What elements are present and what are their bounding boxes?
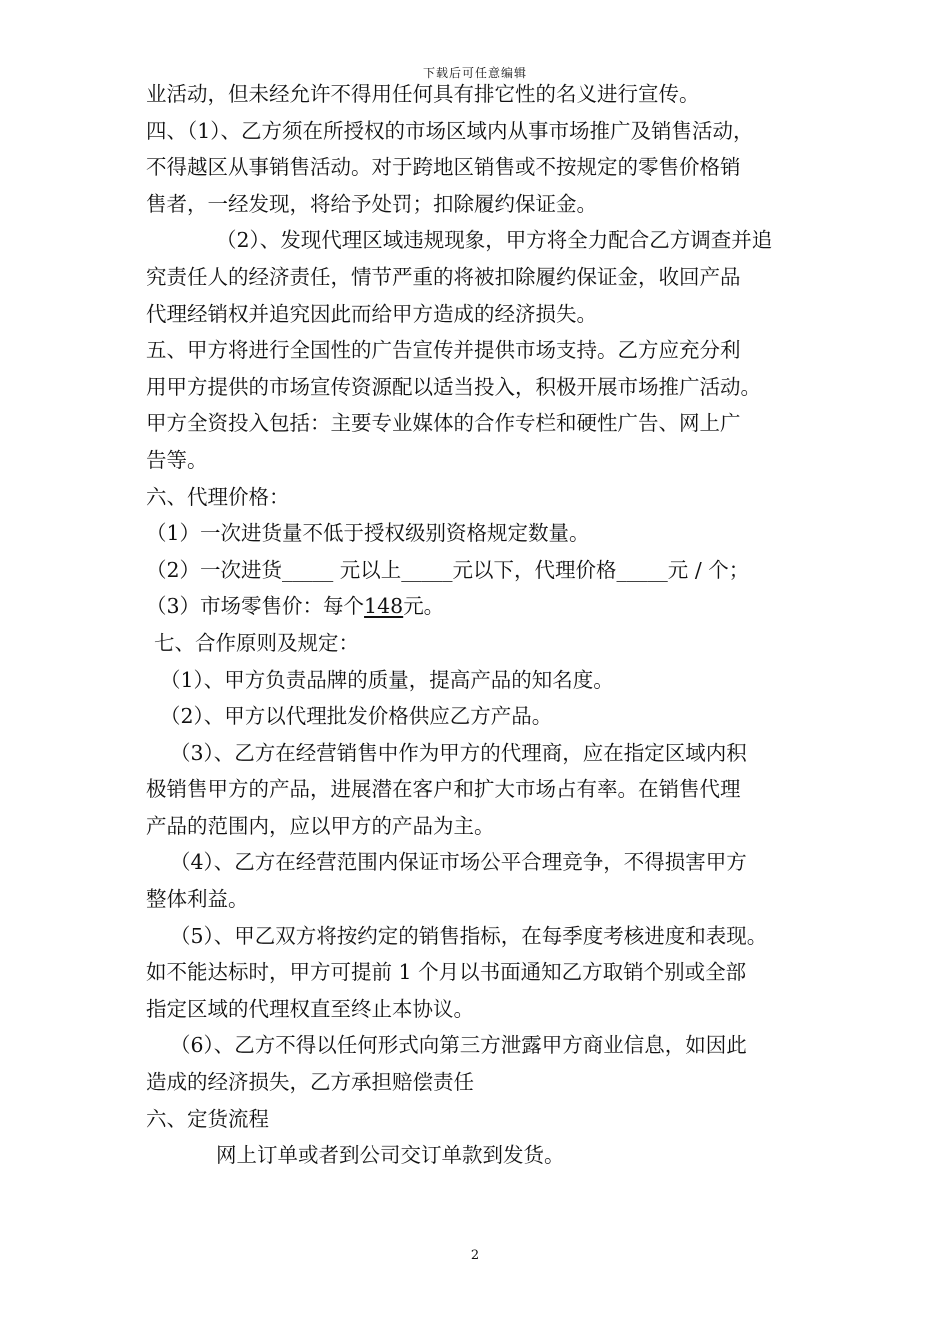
text-line: （1）、甲方负责品牌的质量，提高产品的知名度。 — [160, 667, 614, 692]
text-line: 究责任人的经济责任，情节严重的将被扣除履约保证金，收回产品 — [146, 264, 741, 289]
text-line: 甲方全资投入包括：主要专业媒体的合作专栏和硬性广告、网上广 — [146, 411, 741, 436]
text-line: 如不能达标时，甲方可提前 1 个月以书面通知乙方取销个别或全部 — [146, 960, 747, 985]
text-line: 不得越区从事销售活动。对于跨地区销售或不按规定的零售价格销 — [146, 155, 741, 180]
text-line: 售者，一经发现，将给予处罚；扣除履约保证金。 — [146, 191, 597, 216]
text-line: 业活动，但未经允许不得用任何具有排它性的名义进行宣传。 — [146, 82, 700, 106]
document-body — [146, 76, 826, 1174]
text-line: 产品的范围内，应以甲方的产品为主。 — [146, 813, 495, 838]
page-header: 下载后可任意编辑 — [422, 66, 527, 80]
text-line: （2）、甲方以代理批发价格供应乙方产品。 — [160, 704, 553, 729]
text-line: （2）、发现代理区域违规现象，甲方将全力配合乙方调查并追 — [216, 228, 773, 253]
text-line: 极销售甲方的产品，进展潜在客户和扩大市场占有率。在销售代理 — [146, 777, 741, 802]
retail-price-line — [146, 588, 826, 625]
text-line: 告等。 — [146, 447, 208, 472]
section-heading: 六、代理价格： — [146, 484, 290, 509]
section-heading: 六、定货流程 — [146, 1106, 269, 1131]
text-line: （4）、乙方在经营范围内保证市场公平合理竞争，不得损害甲方 — [170, 850, 747, 875]
text-line: 造成的经济损失，乙方承担赔偿责任 — [146, 1070, 474, 1095]
page-number: 2 — [470, 1248, 480, 1263]
text-line: 网上订单或者到公司交订单款到发货。 — [216, 1143, 565, 1168]
retail-price-value: 148 — [364, 594, 404, 619]
text-line: （5）、甲乙双方将按约定的销售指标，在每季度考核进度和表现。 — [170, 923, 768, 948]
text-line: 五、甲方将进行全国性的广告宣传并提供市场支持。乙方应充分利 — [146, 338, 741, 363]
text-line: （3）、乙方在经营销售中作为甲方的代理商，应在指定区域内积 — [170, 740, 747, 765]
text-line: 整体利益。 — [146, 887, 249, 912]
text-line: （1）一次进货量不低于授权级别资格规定数量。 — [146, 521, 590, 546]
retail-price-label: （3）市场零售价：每个 — [146, 594, 365, 619]
section-heading: 七、合作原则及规定： — [154, 630, 359, 655]
text-line: 四、（1）、乙方须在所授权的市场区域内从事市场推广及销售活动， — [146, 118, 754, 143]
text-line: 代理经销权并追究因此而给甲方造成的经济损失。 — [146, 301, 597, 326]
text-line: 指定区域的代理权直至终止本协议。 — [146, 996, 474, 1021]
retail-price-unit: 元。 — [403, 594, 445, 619]
text-line: （2）一次进货_____ 元以上_____元以下，代理价格_____元 / 个； — [146, 557, 750, 582]
text-line: （6）、乙方不得以任何形式向第三方泄露甲方商业信息，如因此 — [170, 1033, 747, 1058]
text-line: 用甲方提供的市场宣传资源配以适当投入，积极开展市场推广活动。 — [146, 374, 761, 399]
